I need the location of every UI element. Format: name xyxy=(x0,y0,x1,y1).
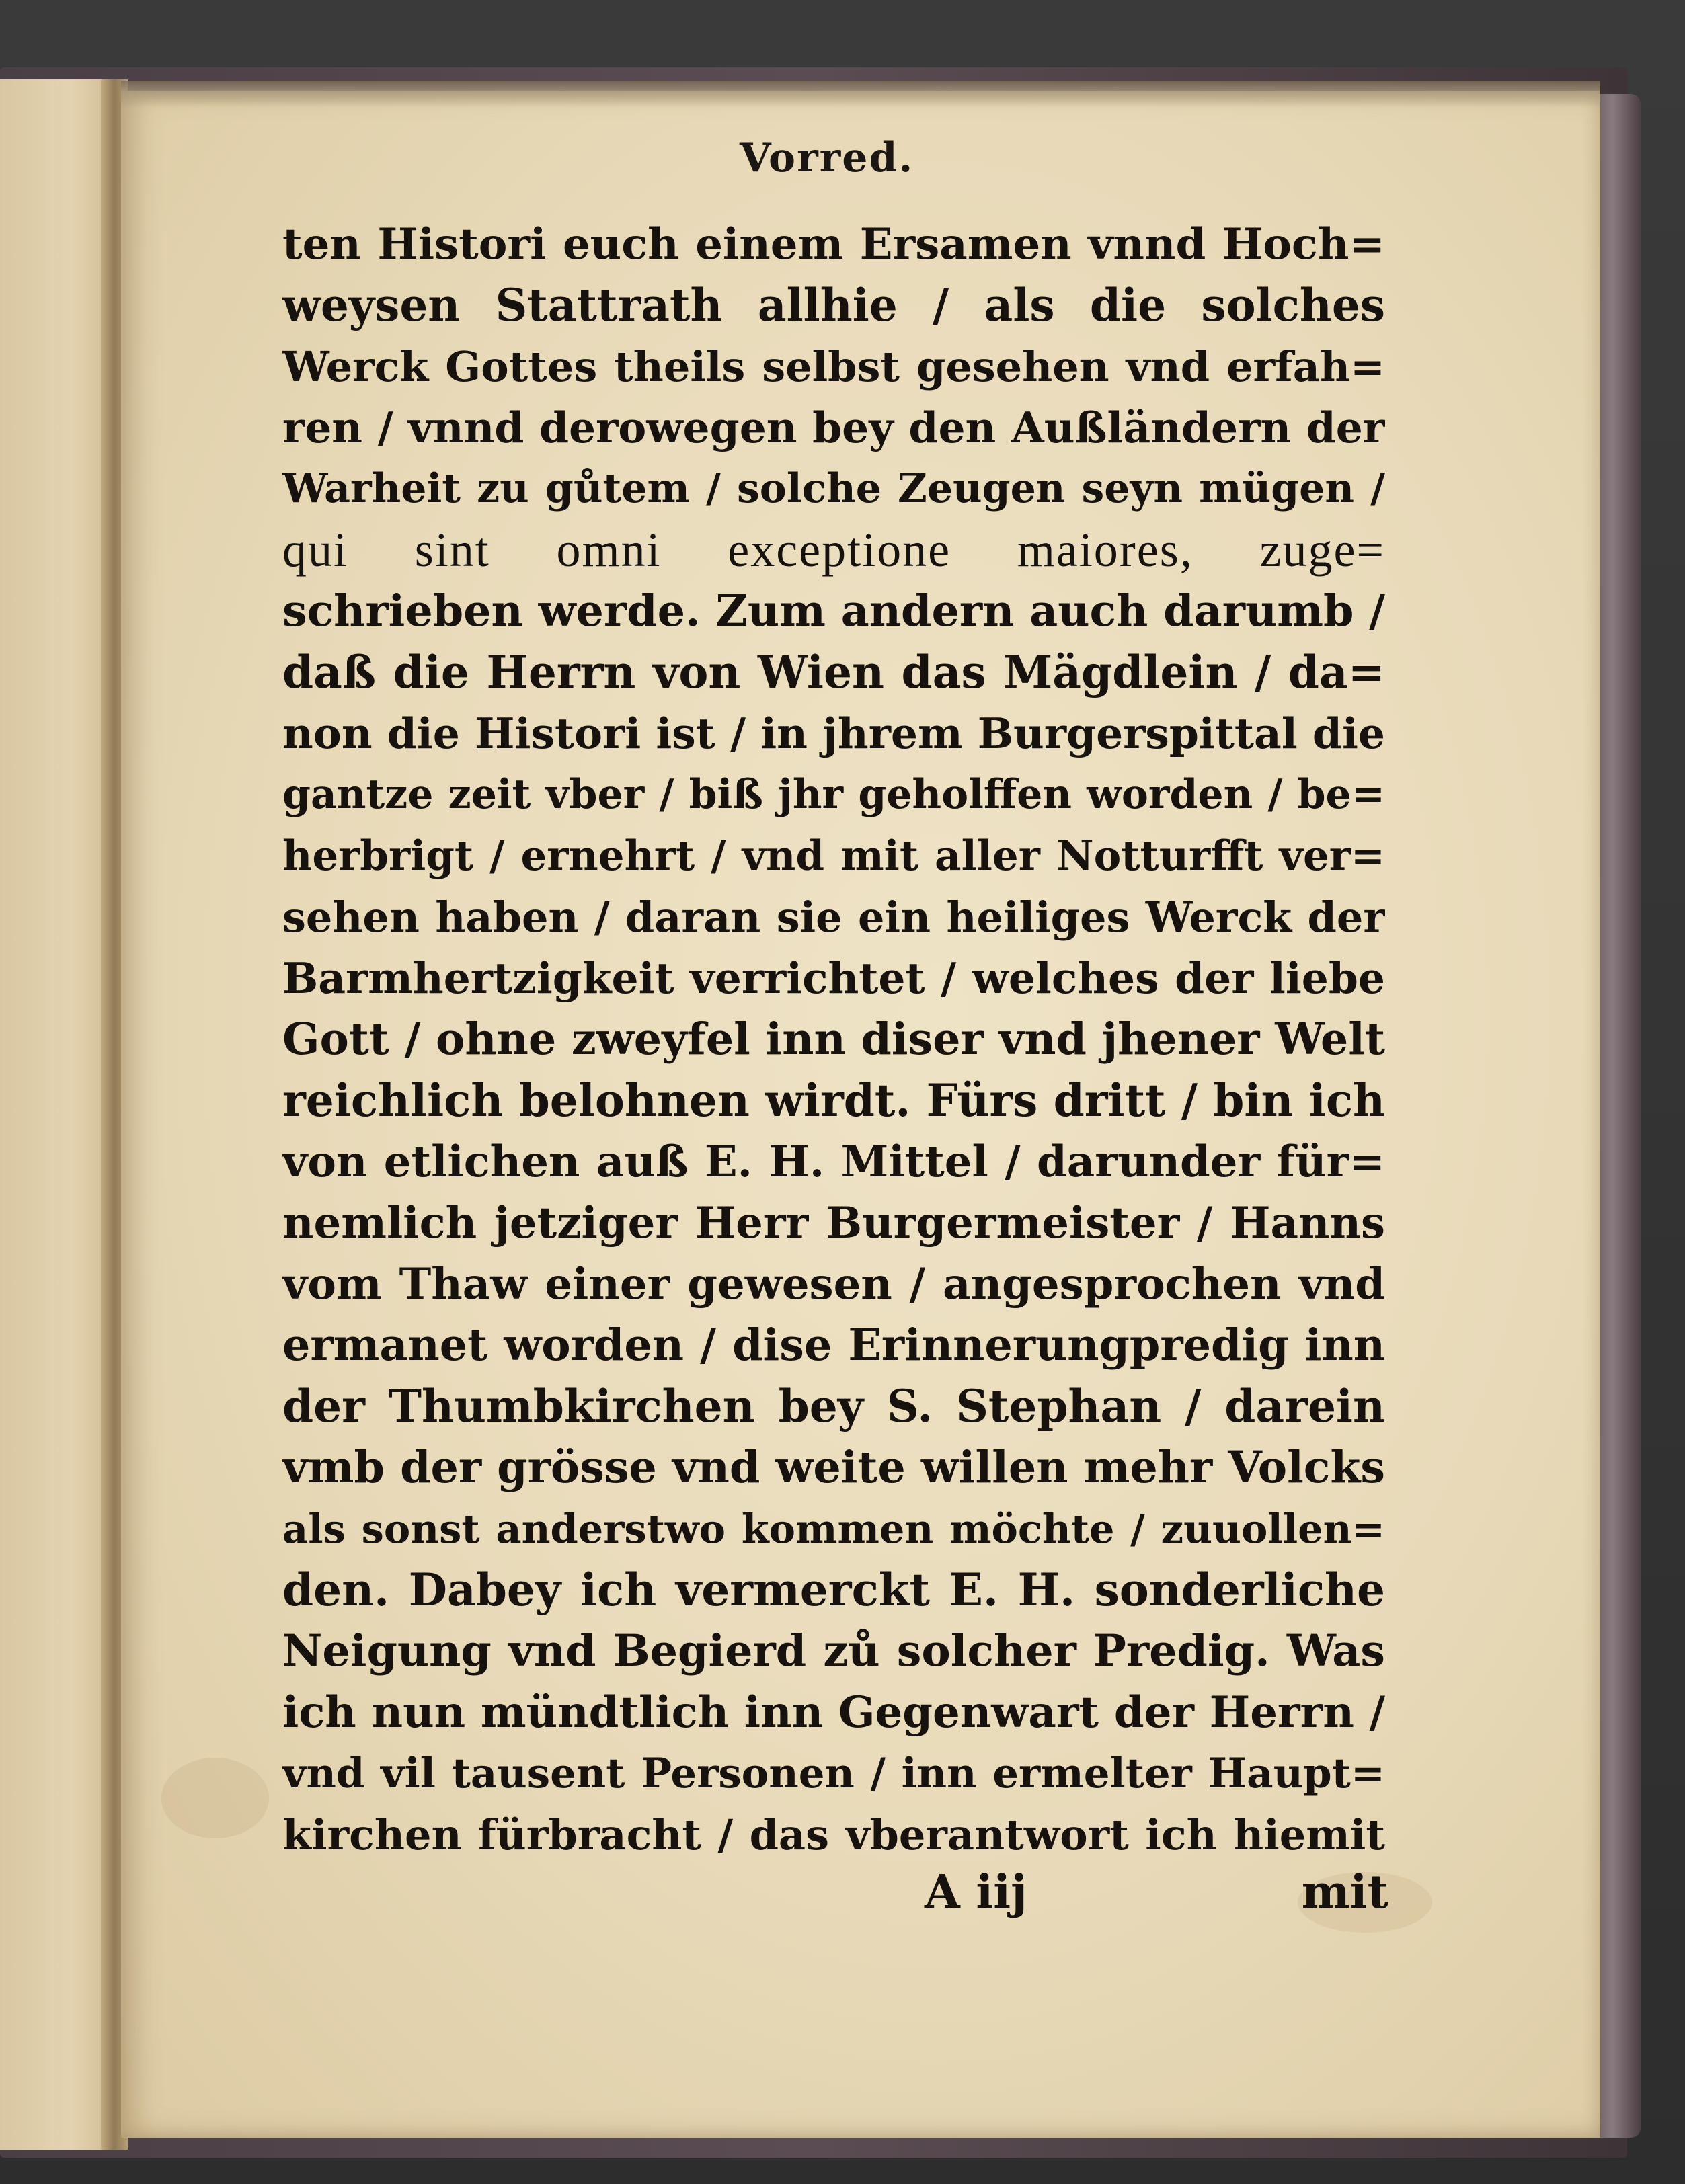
text-line: Barmhertzigkeit verrichtet / welches der liebe xyxy=(282,953,1385,1003)
text-line: vmb der grösse vnd weite willen mehr Volcks xyxy=(282,1442,1385,1493)
text-line: Warheit zu gůtem / solche Zeugen seyn mügen / xyxy=(282,465,1385,512)
text-line: weysen Stattrath allhie / als die solches xyxy=(282,279,1385,331)
paper-stain xyxy=(161,1758,269,1838)
text-line: vnd vil tausent Personen / inn ermelter Haupt= xyxy=(282,1750,1385,1797)
cover-edge xyxy=(1594,94,1641,2138)
text-line: sehen haben / daran sie ein heiliges Werck der xyxy=(282,893,1385,942)
signature-mark: A iij xyxy=(925,1865,1027,1919)
text-line: herbrigt / ernehrt / vnd mit aller Notturfft ver= xyxy=(282,832,1385,880)
text-line: Werck Gottes theils selbst gesehen vnd erfah= xyxy=(282,342,1385,391)
text-line: ermanet worden / dise Erinnerungpredig inn xyxy=(282,1320,1385,1371)
text-line: ich nun mündtlich inn Gegenwart der Herrn / xyxy=(282,1687,1385,1738)
page-top-wear xyxy=(121,81,1600,108)
text-line: daß die Herrn von Wien das Mägdlein / da= xyxy=(282,646,1385,698)
text-line: Gott / ohne zweyfel inn diser vnd jhener Welt xyxy=(282,1014,1385,1065)
text-line: kirchen fürbracht / das vberantwort ich hiemit xyxy=(282,1810,1385,1859)
text-line: der Thumbkirchen bey S. Stephan / darein xyxy=(282,1380,1385,1432)
text-line: non die Histori ist / in jhrem Burgerspittal die xyxy=(282,709,1385,758)
text-line: von etlichen auß E. H. Mittel / darunder für= xyxy=(282,1137,1385,1187)
text-line-latin: qui sint omni exceptione maiores, zuge= xyxy=(282,523,1385,577)
text-line: den. Dabey ich vermerckt E. H. sonderliche xyxy=(282,1564,1385,1616)
text-line: nemlich jetziger Herr Burgermeister / Hanns xyxy=(282,1198,1385,1248)
text-line: Neigung vnd Begierd zů solcher Predig. Was xyxy=(282,1625,1385,1676)
page-text xyxy=(282,214,1385,1865)
text-line: vom Thaw einer gewesen / angesprochen vnd xyxy=(282,1259,1385,1309)
text-line: gantze zeit vber / biß jhr geholffen worden / be= xyxy=(282,771,1385,818)
text-line: ren / vnnd derowegen bey den Außländern der xyxy=(282,403,1385,452)
text-line: ten Histori euch einem Ersamen vnnd Hoch= xyxy=(282,219,1385,270)
catchword: mit xyxy=(1301,1865,1388,1919)
text-line: als sonst anderstwo kommen möchte / zuuollen= xyxy=(282,1506,1385,1552)
text-line: schrieben werde. Zum andern auch darumb / xyxy=(282,585,1385,637)
page-footer xyxy=(925,1862,1388,1923)
running-header: Vorred. xyxy=(740,134,914,181)
text-line: reichlich belohnen wirdt. Fürs dritt / bin ich xyxy=(282,1074,1385,1127)
